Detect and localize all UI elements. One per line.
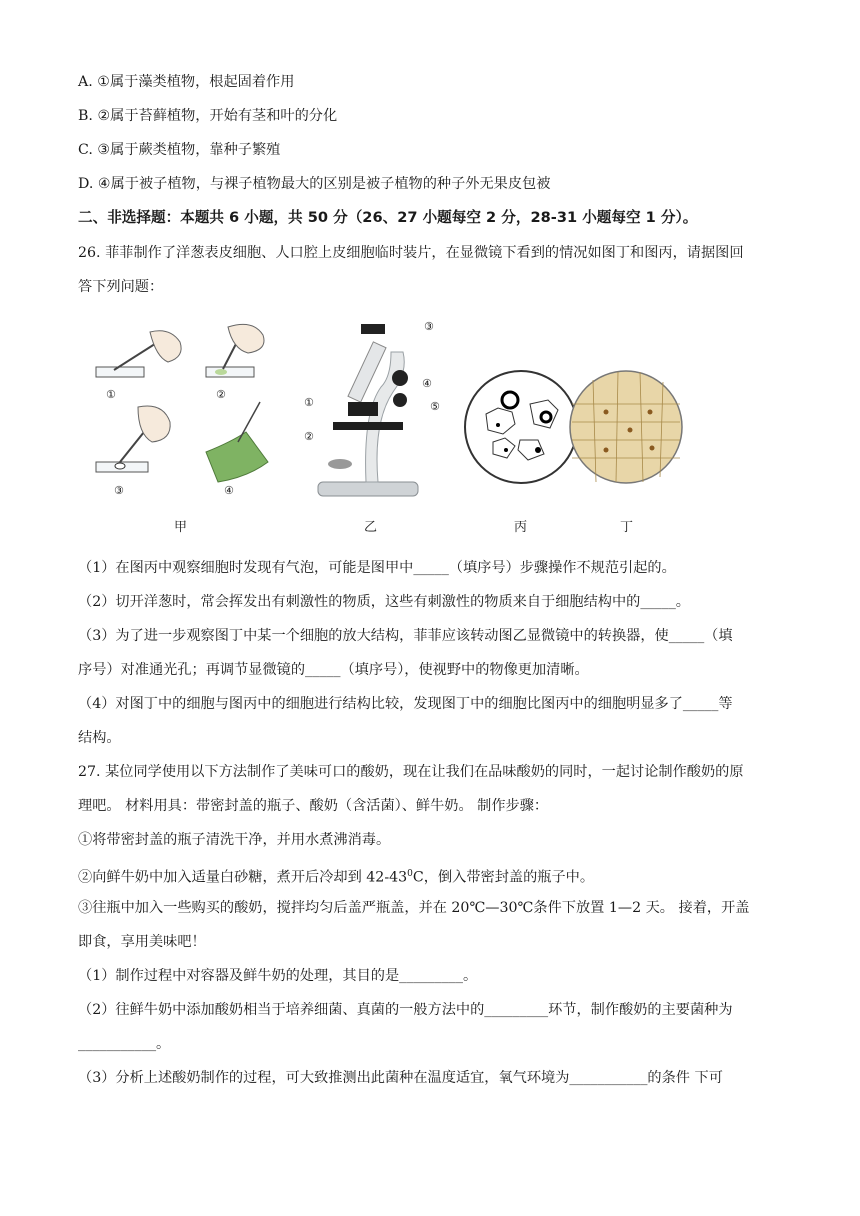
option-b: B. ②属于苔藓植物，开始有茎和叶的分化	[78, 108, 338, 124]
jia-step-label-4: ④	[224, 484, 234, 497]
q26-figure	[78, 312, 778, 542]
caption-bing: 丙	[514, 520, 528, 535]
q27-step2	[78, 864, 594, 888]
figure-ding-cells	[570, 371, 682, 483]
q26-stem-line2: 答下列问题：	[78, 279, 164, 295]
caption-ding: 丁	[620, 520, 634, 535]
caption-jia: 甲	[174, 520, 188, 535]
q27-stem-line2: 理吧。 材料用具：带密封盖的瓶子、酸奶（含活菌）、鲜牛奶。 制作步骤：	[78, 798, 549, 814]
q27-p1: （1）制作过程中对容器及鲜牛奶的处理，其目的是_________。	[78, 968, 478, 984]
q26-stem-line1: 26. 菲菲制作了洋葱表皮细胞、人口腔上皮细胞临时装片，在显微镜下看到的情况如图丁和图丙，请据图回	[78, 245, 744, 261]
yi-label-4: ④	[422, 377, 432, 390]
q27-step3-line2: 即食，享用美味吧！	[78, 934, 206, 950]
q27-step2-pre: ②向鲜牛奶中加入适量白砂糖，煮开后冷却到 42-43	[78, 869, 408, 886]
q26-p4-line1: （4）对图丁中的细胞与图丙中的细胞进行结构比较，发现图丁中的细胞比图丙中的细胞明显多了_____等	[78, 696, 733, 712]
jia-step-label-2: ②	[216, 388, 226, 401]
q27-step2-sup: 0	[407, 869, 413, 879]
option-a: A. ①属于藻类植物，根起固着作用	[78, 74, 295, 90]
q27-step2-post: C，倒入带密封盖的瓶子中。	[412, 869, 595, 886]
q27-p2-line2: ___________。	[78, 1036, 171, 1052]
q26-p4-line2: 结构。	[78, 730, 121, 746]
q26-p3-line2: 序号）对准通光孔；再调节显微镜的_____（填序号），使视野中的物像更加清晰。	[78, 662, 589, 678]
q27-step3-line1: ③往瓶中加入一些购买的酸奶，搅拌均匀后盖严瓶盖，并在 20℃—30℃条件下放置 1—2 天。 接着，开盖	[78, 900, 750, 916]
caption-yi: 乙	[364, 520, 378, 535]
yi-label-1: ①	[304, 396, 314, 409]
q27-p2-line1: （2）往鲜牛奶中添加酸奶相当于培养细菌、真菌的一般方法中的_________环节，制作酸奶的主要菌种为	[78, 1002, 733, 1018]
q27-step1: ①将带密封盖的瓶子清洗干净，并用水煮沸消毒。	[78, 832, 391, 848]
section-header: 二、非选择题：本题共 6 小题，共 50 分（26、27 小题每空 2 分，28-31 小题每空 1 分）。	[78, 209, 698, 226]
yi-label-2: ②	[304, 430, 314, 443]
q27-p3-line1: （3）分析上述酸奶制作的过程，可大致推测出此菌种在温度适宜，氧气环境为___________的条件 下可	[78, 1070, 723, 1086]
jia-step-label-1: ①	[106, 388, 116, 401]
jia-step-2-illustration	[206, 324, 264, 377]
yi-label-3: ③	[424, 320, 434, 333]
option-c: C. ③属于蕨类植物，靠种子繁殖	[78, 142, 281, 158]
q26-p2: （2）切开洋葱时，常会挥发出有刺激性的物质，这些有刺激性的物质来自于细胞结构中的_____。	[78, 594, 690, 610]
q26-p1: （1）在图丙中观察细胞时发现有气泡，可能是图甲中_____（填序号）步骤操作不规范引起的。	[78, 560, 676, 576]
q27-stem-line1: 27. 某位同学使用以下方法制作了美味可口的酸奶，现在让我们在品味酸奶的同时，一起讨论制作酸奶的原	[78, 764, 744, 780]
figure-jia	[96, 324, 268, 482]
q26-p3-line1: （3）为了进一步观察图丁中某一个细胞的放大结构，菲菲应该转动图乙显微镜中的转换器，使_____（填	[78, 628, 733, 644]
yi-label-5: ⑤	[430, 400, 440, 413]
figure-illustration	[78, 312, 778, 542]
option-d: D. ④属于被子植物，与裸子植物最大的区别是被子植物的种子外无果皮包被	[78, 176, 551, 192]
jia-step-1-illustration	[96, 331, 181, 377]
figure-bing-cells	[465, 371, 577, 483]
jia-step-3-illustration	[96, 406, 170, 472]
figure-yi-microscope	[318, 324, 418, 496]
jia-step-label-3: ③	[114, 484, 124, 497]
jia-step-4-illustration	[206, 402, 268, 482]
